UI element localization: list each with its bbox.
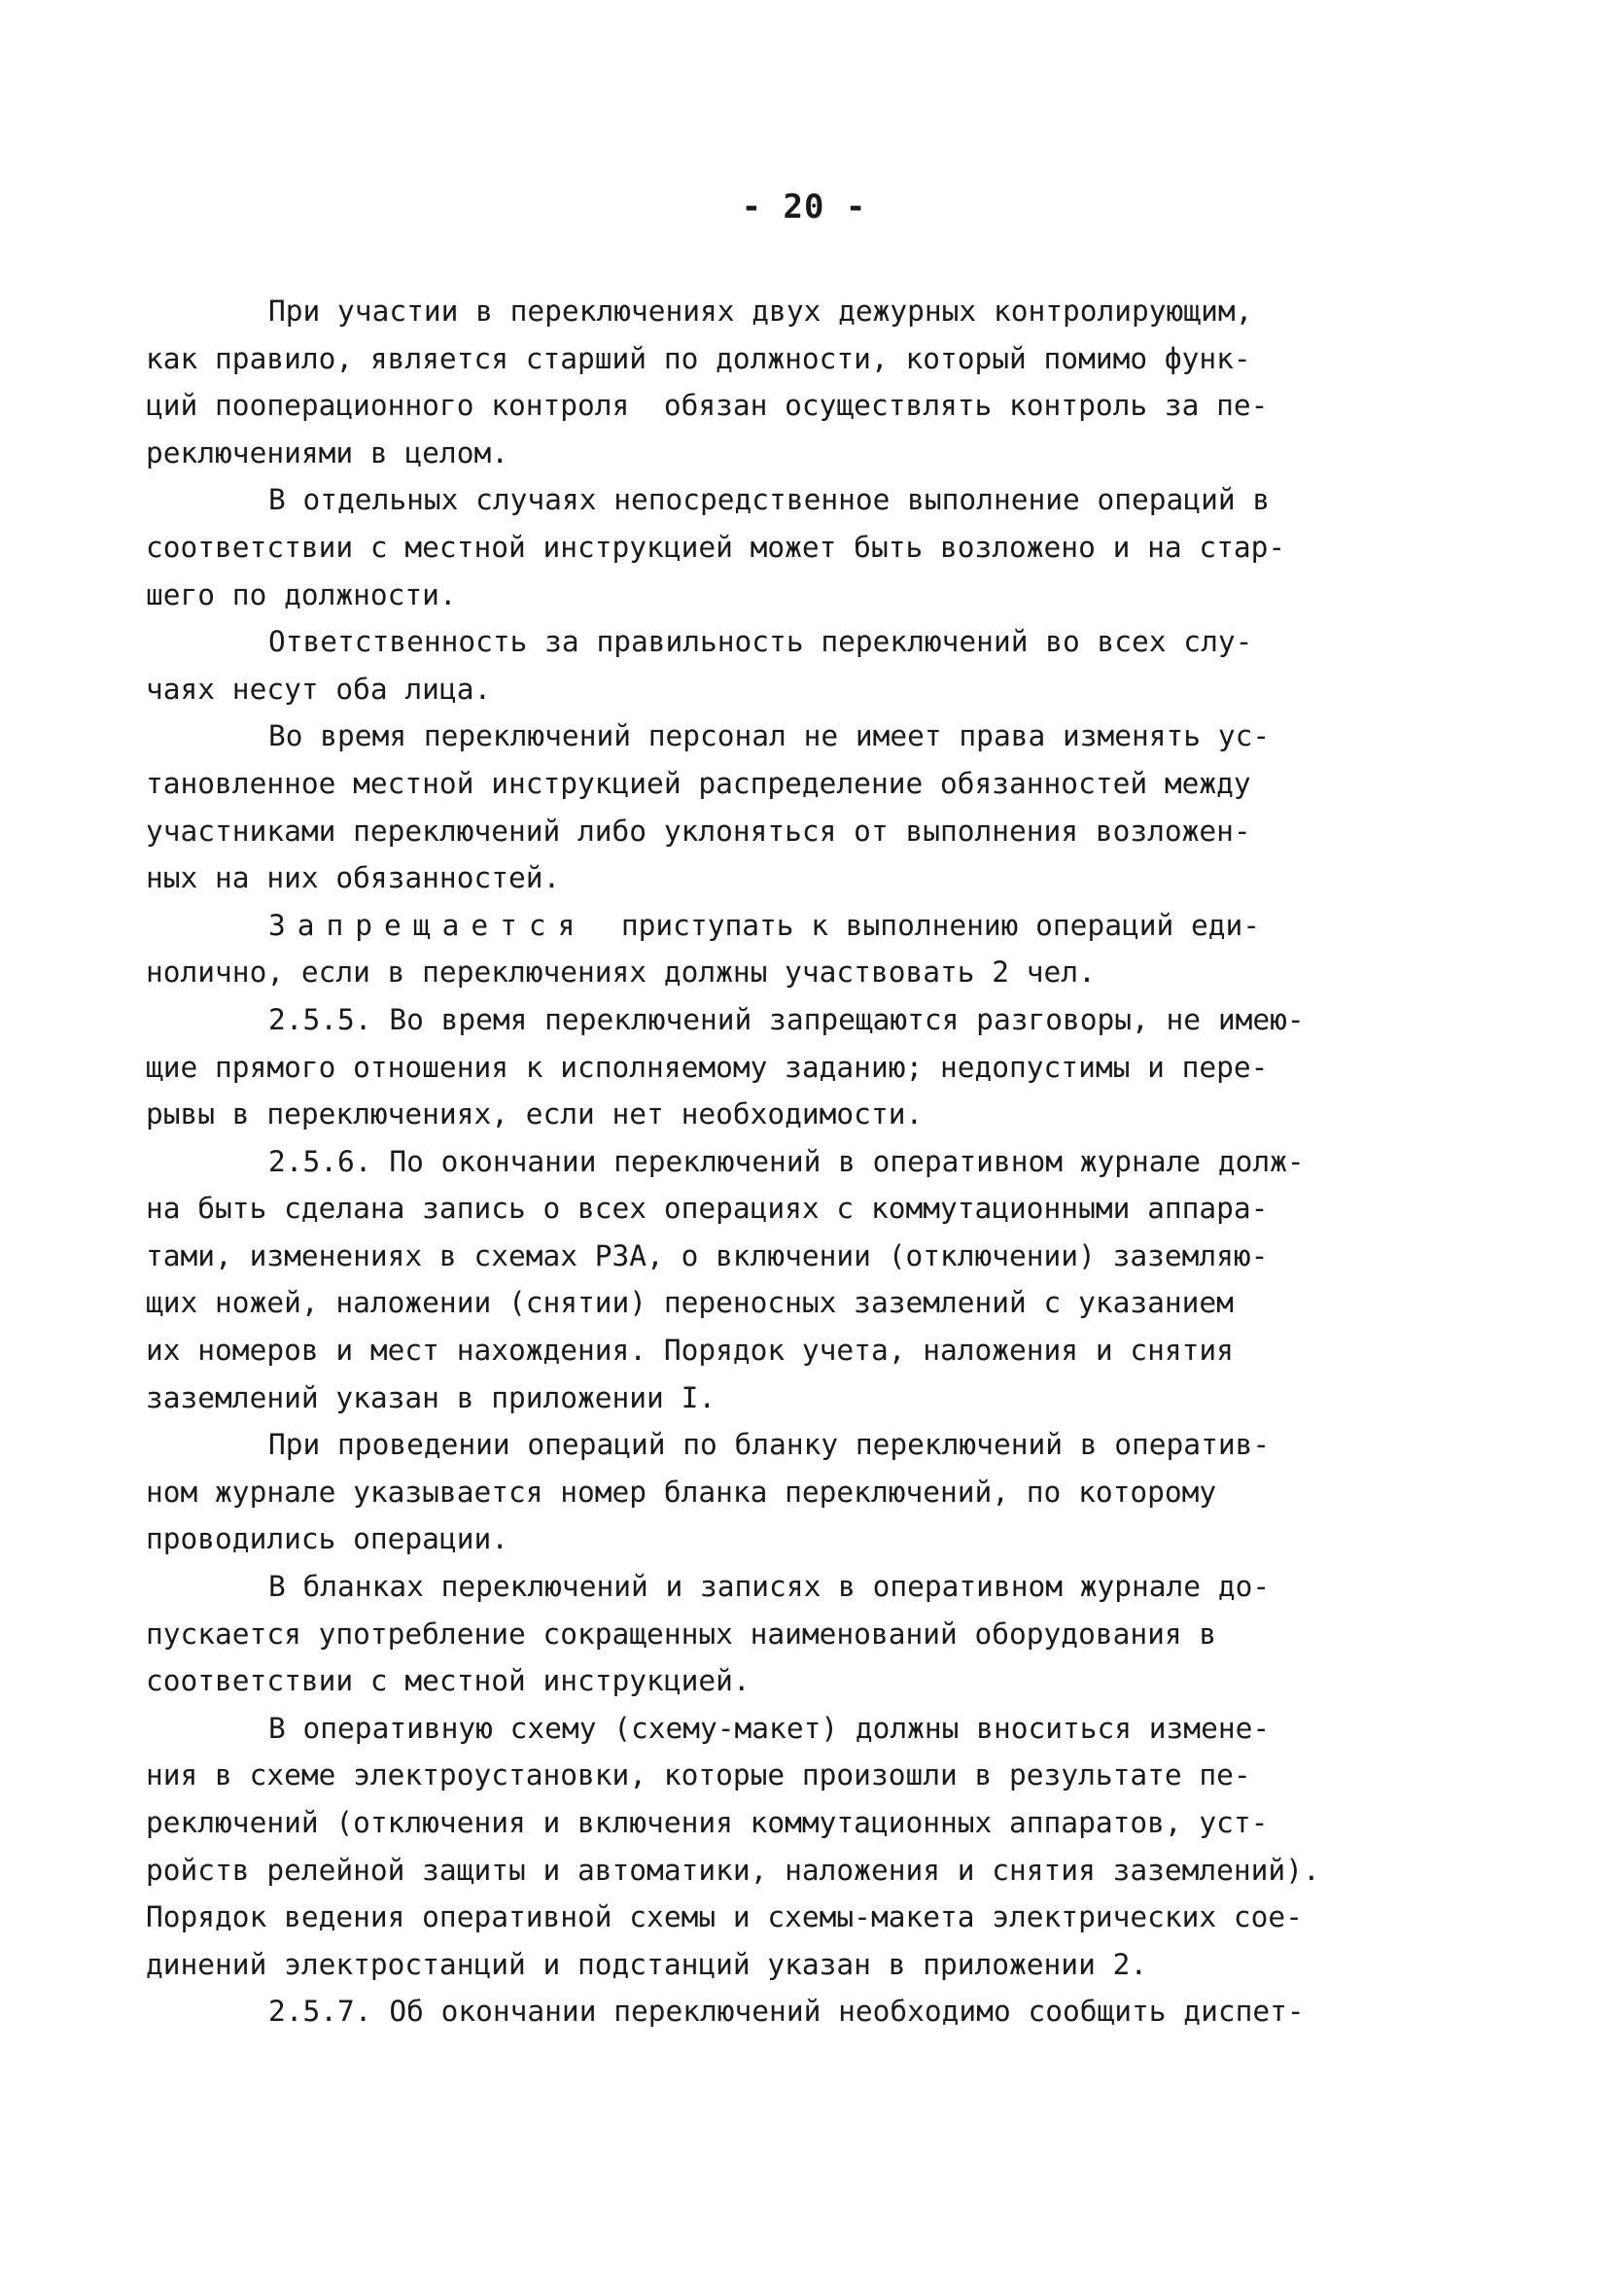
text-line-content: динений электростанций и подстанций указан в приложении 2.	[146, 1947, 1148, 1981]
text-line	[146, 1421, 1460, 1469]
text-line-content: ных на них обязанностей.	[146, 861, 561, 895]
text-line	[146, 1327, 1460, 1374]
text-line-content: приступать к выполнению операций еди-	[586, 908, 1261, 942]
text-line-content: Ответственность за правильность переключений во всех слу-	[268, 625, 1253, 659]
text-line	[146, 524, 1460, 572]
text-line-content: В бланках переключений и записях в оперативном журнале до-	[268, 1570, 1271, 1604]
text-line	[146, 949, 1460, 996]
text-line	[146, 1374, 1460, 1422]
text-line-content: В отдельных случаях непосредственное выполнение операций в	[268, 483, 1271, 517]
text-line-content: При проведении операций по бланку переключений в оператив-	[268, 1428, 1271, 1462]
text-line-content: Во время переключений персонал не имеет права изменять ус-	[268, 719, 1271, 753]
text-line-content: на быть сделана запись о всех операциях с коммутационными аппара-	[146, 1192, 1269, 1226]
text-line	[146, 808, 1460, 855]
text-line	[146, 1847, 1460, 1895]
text-line	[146, 1469, 1460, 1516]
text-line	[146, 1611, 1460, 1658]
text-line	[146, 1185, 1460, 1233]
text-line	[146, 1091, 1460, 1138]
text-line	[146, 854, 1460, 902]
text-line	[146, 1799, 1460, 1847]
text-line	[146, 1894, 1460, 1941]
text-line	[146, 1988, 1460, 2035]
text-line	[146, 760, 1460, 808]
text-line	[146, 1563, 1460, 1611]
text-line-content: 2.5.7. Об окончании переключений необходимо сообщить диспет-	[268, 1995, 1305, 2029]
text-line	[146, 476, 1460, 524]
text-line-content: их номеров и мест нахождения. Порядок учета, наложения и снятия	[146, 1334, 1234, 1368]
text-line-content: щих ножей, наложении (снятии) переносных заземлений с указанием	[146, 1286, 1234, 1320]
text-line-content: нолично, если в переключениях должны участвовать 2 чел.	[146, 956, 1096, 990]
text-line-content: пускается употребление сокращенных наименований оборудования в	[146, 1617, 1217, 1651]
text-line-content: тановленное местной инструкцией распределение обязанностей между	[146, 766, 1251, 800]
text-line-content: ния в схеме электроустановки, которые произошли в результате пе-	[146, 1758, 1251, 1792]
text-line-content: проводились операции.	[146, 1522, 508, 1556]
text-line	[146, 1705, 1460, 1753]
text-line	[146, 902, 1460, 950]
text-line	[146, 618, 1460, 666]
text-line-content: реключений (отключения и включения коммутационных аппаратов, уст-	[146, 1806, 1269, 1839]
text-line	[146, 1233, 1460, 1280]
text-line-content: реключениями в целом.	[146, 435, 508, 470]
text-line-content: участниками переключений либо уклоняться от выполнения возложен-	[146, 814, 1251, 848]
text-line-content: ройств релейной защиты и автоматики, наложения и снятия заземлений).	[146, 1853, 1320, 1887]
text-line	[146, 666, 1460, 713]
text-line	[146, 335, 1460, 383]
text-line-content: При участии в переключениях двух дежурных контролирующим,	[268, 295, 1253, 328]
text-line	[146, 1044, 1460, 1092]
text-line-content: В оперативную схему (схему-макет) должны вноситься измене-	[268, 1711, 1271, 1745]
text-line-content: 2.5.5. Во время переключений запрещаются разговоры, не имею-	[268, 1002, 1305, 1036]
text-line	[146, 996, 1460, 1044]
text-line-content: ном журнале указывается номер бланка переключений, по которому	[146, 1475, 1217, 1509]
emphasized-word: Запрещается	[268, 908, 587, 942]
page-number: - 20 -	[741, 188, 867, 226]
text-line-content: соответствии с местной инструкцией может быть возложено и на стар-	[146, 530, 1286, 564]
text-line-content: ций пооперационного контроля обязан осуществлять контроль за пе-	[146, 389, 1269, 423]
text-line-content: тами, изменениях в схемах РЗА, о включении (отключении) заземляю-	[146, 1238, 1269, 1272]
text-line	[146, 1279, 1460, 1327]
text-line-content: чаях несут оба лица.	[146, 672, 492, 706]
text-line	[146, 382, 1460, 430]
text-line-content: рывы в переключениях, если нет необходимости.	[146, 1097, 924, 1131]
text-line-content: соответствии с местной инструкцией.	[146, 1664, 751, 1698]
text-line	[146, 1752, 1460, 1799]
text-line	[146, 713, 1460, 760]
text-line-content: 2.5.6. По окончании переключений в оперативном журнале долж-	[268, 1144, 1305, 1178]
text-line	[146, 1657, 1460, 1705]
text-line	[146, 430, 1460, 477]
text-line-content: как правило, является старший по должности, который помимо функ-	[146, 341, 1251, 375]
text-line-content: шего по должности.	[146, 577, 457, 611]
text-line	[146, 1941, 1460, 1989]
text-line-content: щие прямого отношения к исполняемому заданию; недопустимы и пере-	[146, 1050, 1269, 1084]
text-line	[146, 1515, 1460, 1563]
text-line	[146, 1138, 1460, 1186]
text-line	[146, 288, 1460, 335]
text-line	[146, 572, 1460, 619]
document-body	[146, 288, 1460, 2035]
text-line-content: Порядок ведения оперативной схемы и схемы-макета электрических сое-	[146, 1900, 1303, 1934]
text-line-content: заземлений указан в приложении I.	[146, 1380, 717, 1414]
